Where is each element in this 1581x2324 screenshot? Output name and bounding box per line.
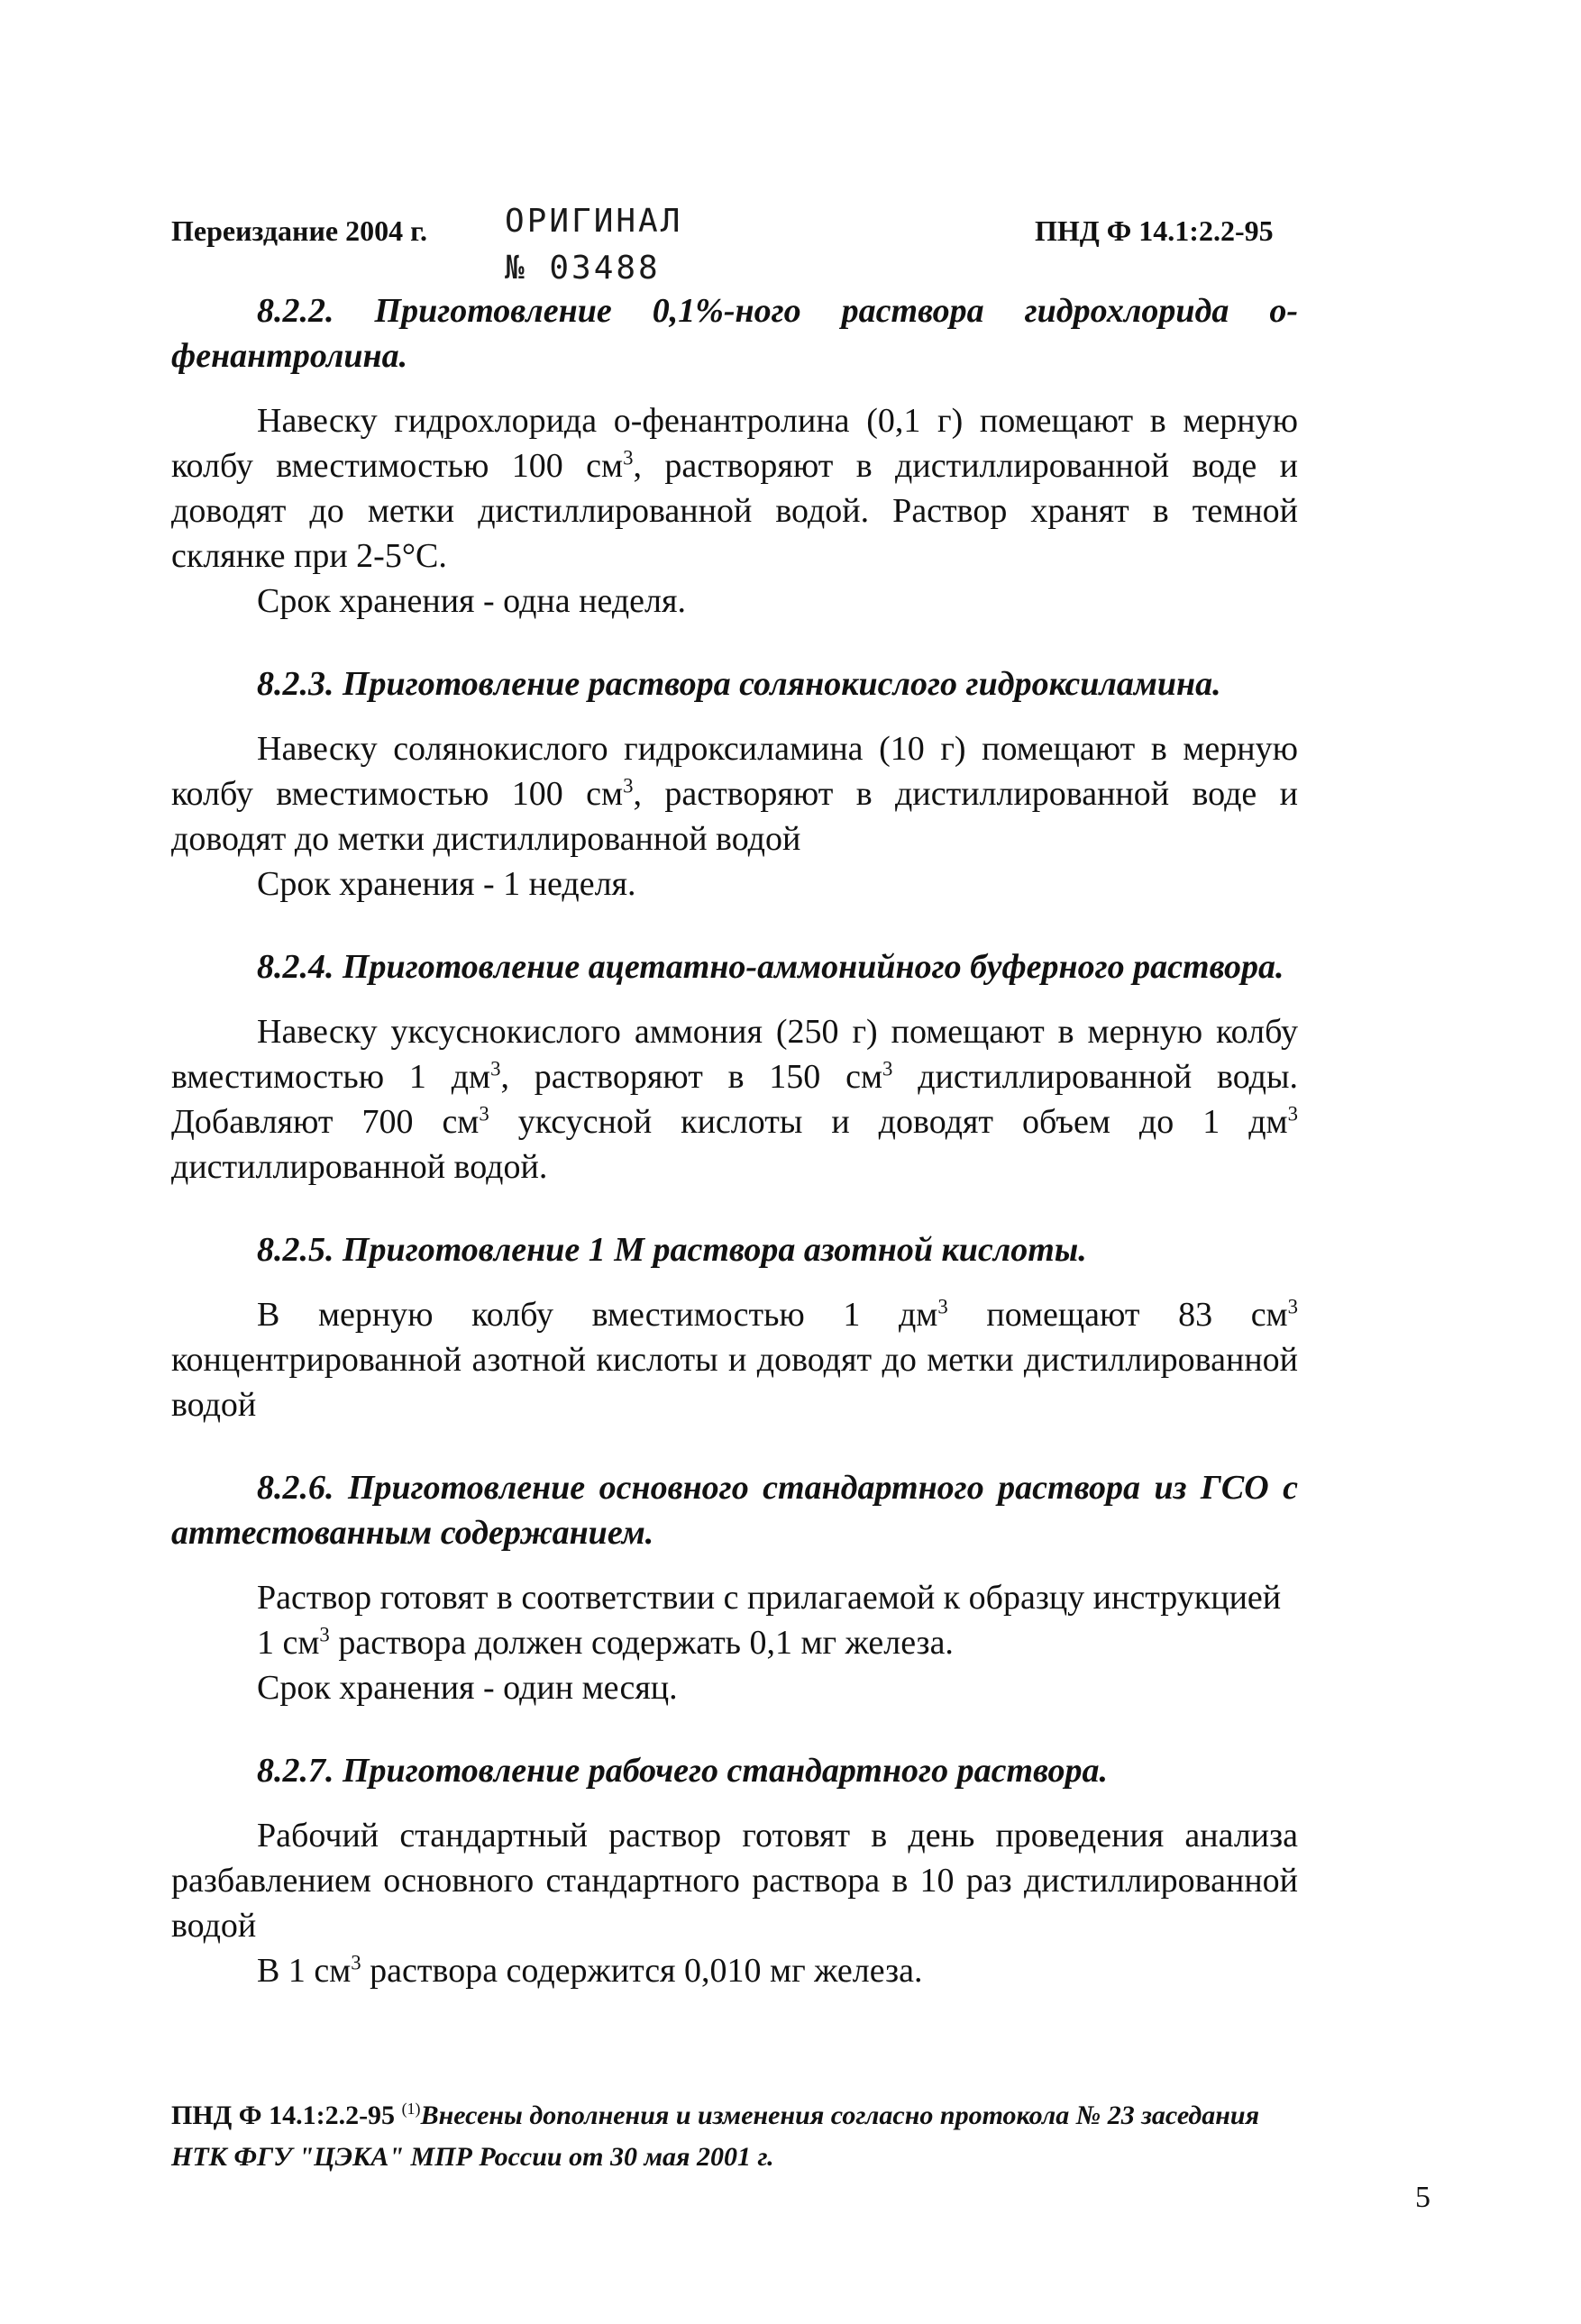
footnote <box>171 2095 1298 2178</box>
page-number: 5 <box>1415 2181 1430 2214</box>
section-heading-8-2-5: 8.2.5. Приготовление 1 М раствора азотной кислоты. <box>257 1231 1087 1269</box>
section-heading-8-2-3: 8.2.3. Приготовление раствора солянокислого гидроксиламина. <box>257 665 1221 703</box>
original-stamp <box>505 198 682 292</box>
section-heading-8-2-2: 8.2.2. Приготовление 0,1%-ного раствора гидрохлорида о-фенантролина. <box>171 292 1298 375</box>
footnote-doc-code: ПНД Ф 14.1:2.2-95 <box>171 2101 396 2130</box>
stamp-title: ОРИГИНАЛ <box>505 203 683 240</box>
paragraph: В мерную колбу вместимостью 1 $дм^3$ помещают 83 $см^3$ концентрированной азотной кислоты и доводят до метки дистиллированной водой <box>171 1295 1299 1424</box>
paragraph: Рабочий стандартный раствор готовят в день проведения анализа разбавлением основного стандартного раствора в 10 раз дистиллированной водой <box>171 1817 1298 1945</box>
section-heading-8-2-7: 8.2.7. Приготовление рабочего стандартного раствора. <box>257 1752 1108 1790</box>
document-body <box>171 288 1298 1993</box>
footnote-text: Внесены дополнения и изменения согласно протокола № 23 заседания НТК ФГУ "ЦЭКА" МПР России от 30 мая 2001 г. <box>171 2101 1260 2172</box>
section-heading-8-2-4: 8.2.4. Приготовление ацетатно-аммонийного буферного раствора. <box>257 948 1284 986</box>
paragraph: Навеску уксуснокислого аммония (250 г) помещают в мерную колбу вместимостью 1 $дм^3$, растворяют в 150 $см^3$ дистиллированной воды. Добавляют 700 $см^3$ уксусной кислоты и доводят объем до 1 $дм^3$ дистиллированной водой. <box>171 1013 1299 1186</box>
paragraph: Навеску солянокислого гидроксиламина (10 г) помещают в мерную колбу вместимостью 100 $см^3$, растворяют в дистиллированной воде и доводят до метки дистиллированной водой <box>171 730 1298 858</box>
document-code: ПНД Ф 14.1:2.2-95 <box>1035 214 1274 247</box>
paragraph: 1 $см^3$ раствора должен содержать 0,1 мг железа. <box>257 1623 954 1662</box>
paragraph: В 1 $см^3$ раствора содержится 0,010 мг железа. <box>257 1951 923 1990</box>
paragraph: Срок хранения - 1 неделя. <box>257 865 636 903</box>
paragraph: Навеску гидрохлорида о-фенантролина (0,1 г) помещают в мерную колбу вместимостью 100 $см^3$, растворяют в дистиллированной воде и доводят до метки дистиллированной водой. Раствор хранят в темной склянке при 2-5°С. <box>171 402 1298 575</box>
paragraph: Срок хранения - один месяц. <box>257 1669 678 1707</box>
footnote-marker: (1) <box>401 2100 421 2118</box>
reissue-label: Переиздание 2004 г. <box>171 214 427 247</box>
paragraph: Раствор готовят в соответствии с прилагаемой к образцу инструкцией <box>257 1579 1282 1617</box>
paragraph: Срок хранения - одна неделя. <box>257 582 686 620</box>
stamp-number: № 03488 <box>505 250 661 287</box>
section-heading-8-2-6: 8.2.6. Приготовление основного стандартного раствора из ГСО с аттестованным содержанием. <box>171 1469 1298 1552</box>
